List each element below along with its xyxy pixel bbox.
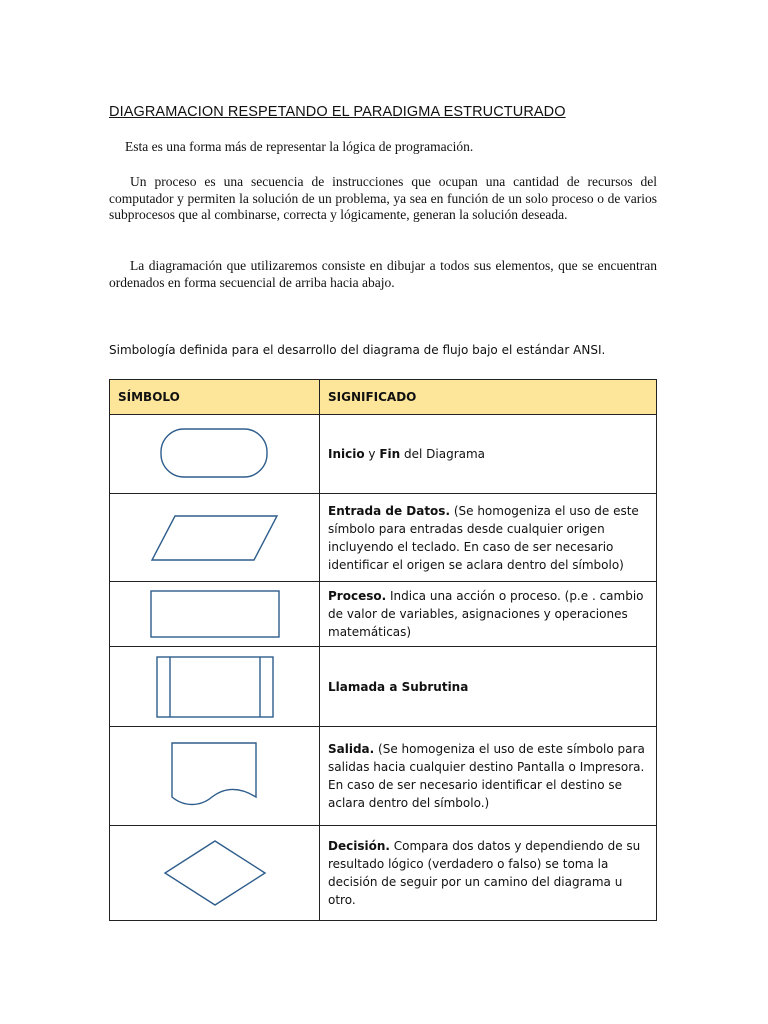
symbols-table (109, 379, 657, 921)
meaning-cell (320, 494, 657, 582)
meaning-cell (320, 647, 657, 727)
meaning-bold: Proceso. (328, 589, 387, 603)
document-icon (170, 741, 260, 811)
table-caption: Simbología definida para el desarrollo del diagrama de flujo bajo el estándar ANSI. (109, 343, 606, 357)
meaning-bold: Llamada a Subrutina (328, 679, 469, 694)
table-row (110, 826, 657, 921)
terminator-icon (159, 427, 271, 481)
intro-paragraph: Esta es una forma más de representar la lógica de programación. (125, 139, 474, 154)
subroutine-icon (155, 655, 275, 719)
meaning-cell (320, 727, 657, 826)
diagramming-paragraph: La diagramación que utilizaremos consiste en dibujar a todos sus elementos, que se encuentran ordenados en forma secuencial de arriba hacia abajo. (109, 258, 657, 290)
meaning-text: y (364, 447, 380, 461)
table-row (110, 415, 657, 494)
symbol-cell (110, 415, 320, 494)
table-row (110, 647, 657, 727)
diamond-icon (163, 839, 267, 907)
meaning-text: (Se homogeniza el uso de este símbolo para entradas desde cualquier origen incluyendo el teclado. En caso de ser necesario identificar el origen se aclara dentro del símbolo) (328, 503, 639, 572)
meaning-bold: Decisión. (328, 839, 390, 853)
header-symbol: SÍMBOLO (110, 380, 320, 415)
symbol-cell (110, 582, 320, 647)
table-header-row (110, 380, 657, 415)
meaning-cell (320, 582, 657, 647)
parallelogram-icon (150, 514, 280, 562)
meaning-cell (320, 415, 657, 494)
meaning-text: (Se homogeniza el uso de este símbolo para salidas hacia cualquier destino Pantalla o Impresora. En caso de ser necesario identificar el destino se aclara dentro del símbolo.) (328, 742, 645, 810)
symbol-cell (110, 826, 320, 921)
table-row (110, 494, 657, 582)
symbol-cell (110, 494, 320, 582)
table-row (110, 582, 657, 647)
header-meaning: SIGNIFICADO (320, 380, 657, 415)
meaning-bold: Salida. (328, 742, 375, 756)
document-title: DIAGRAMACION RESPETANDO EL PARADIGMA ESTRUCTURADO (109, 104, 566, 120)
table-row (110, 727, 657, 826)
symbol-cell (110, 727, 320, 826)
meaning-bold: Inicio (328, 447, 365, 461)
meaning-bold: Entrada de Datos. (328, 503, 451, 518)
meaning-text: Compara dos datos y dependiendo de su resultado lógico (verdadero o falso) se toma la decisión de seguir por un camino del diagrama u otro. (328, 839, 641, 907)
meaning-text: del Diagrama (400, 447, 486, 461)
rectangle-icon (149, 589, 281, 639)
symbol-cell (110, 647, 320, 727)
meaning-cell (320, 826, 657, 921)
meaning-text: Indica una acción o proceso. (p.e . cambio de valor de variables, asignaciones y operaciones matemáticas) (328, 589, 644, 639)
process-paragraph: Un proceso es una secuencia de instrucciones que ocupan una cantidad de recursos del computador y permiten la solución de un problema, ya sea en función de un solo proceso o de varios subprocesos que al combinarse, correcta y lógicamente, generan la solución deseada. (109, 174, 657, 222)
meaning-bold: Fin (379, 447, 401, 461)
